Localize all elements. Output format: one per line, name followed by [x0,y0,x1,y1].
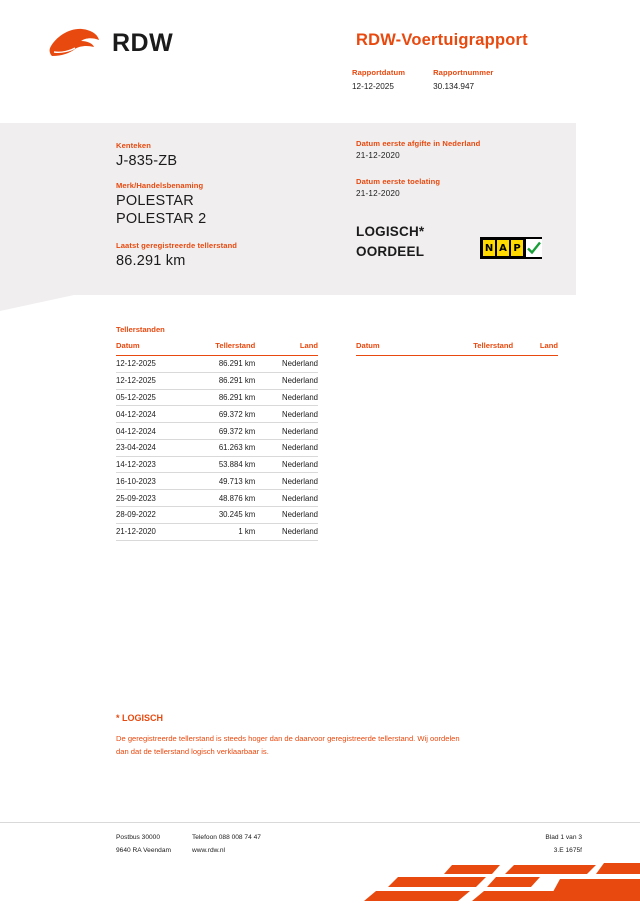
cell-datum: 28-09-2022 [116,507,186,524]
cell-land: Nederland [255,372,318,389]
first-registration-nl-label: Datum eerste afgifte in Nederland [356,139,481,148]
nap-badge [480,237,542,259]
footnote-block [116,713,472,759]
cell-datum: 12-12-2025 [116,372,186,389]
column-header-land: Land [255,341,318,356]
vehicle-summary-panel [0,123,576,295]
table-row [116,507,318,524]
verdict-line-2: OORDEEL [356,243,425,259]
report-date-block [352,68,405,91]
first-admission-value: 21-12-2020 [356,189,400,198]
column-header-datum: Datum [116,341,186,356]
footer-form-code: 3.E 1675f [553,847,582,855]
nap-letter-p: P [511,240,523,256]
report-number-value: 30.134.947 [433,82,475,91]
report-meta [352,68,493,91]
table-row [116,473,318,490]
mileage-table-right [356,341,558,356]
cell-land: Nederland [255,406,318,423]
nap-letter-n: N [483,240,495,256]
cell-tellerstand: 30.245 km [186,507,256,524]
cell-tellerstand: 61.263 km [186,439,256,456]
report-date-label: Rapportdatum [352,68,406,77]
cell-land: Nederland [255,507,318,524]
footer-address-line2: 9640 RA Veendam [116,847,171,855]
last-mileage-label: Laatst geregistreerde tellerstand [116,241,238,250]
footer-address [116,831,171,857]
report-date-value: 12-12-2025 [352,82,394,91]
cell-datum: 16-10-2023 [116,473,186,490]
first-admission-label: Datum eerste toelating [356,177,441,186]
rdw-bird-icon [48,26,100,60]
mileage-section-title: Tellerstanden [116,325,165,334]
last-mileage-value: 86.291 km [116,253,186,269]
cell-land: Nederland [255,523,318,540]
footnote-title: * LOGISCH [116,713,164,723]
verdict-line-1: LOGISCH* [356,224,425,239]
footnote-text: De geregistreerde tellerstand is steeds hoger dan de daarvoor geregistreerde tellerstand. Wij oordelen dan dat de tellerstand logisch verklaarbaar is. [116,734,460,757]
cell-tellerstand: 49.713 km [186,473,256,490]
column-header-tellerstand: Tellerstand [414,341,513,356]
cell-tellerstand: 1 km [186,523,256,540]
table-row [116,406,318,423]
table-header-row [356,341,558,356]
summary-right-column [356,139,521,261]
licence-plate-label: Kenteken [116,141,151,150]
report-number-label: Rapportnummer [433,68,494,77]
model-value: POLESTAR 2 [116,211,207,227]
rdw-logo-text: RDW [112,28,174,57]
rdw-logo [48,26,173,60]
table-row [116,372,318,389]
cell-land: Nederland [255,473,318,490]
cell-datum: 25-09-2023 [116,490,186,507]
column-header-land: Land [513,341,558,356]
brand-value: POLESTAR [116,193,194,209]
table-row [116,423,318,440]
cell-land: Nederland [255,456,318,473]
cell-tellerstand: 53.884 km [186,456,256,473]
cell-datum: 04-12-2024 [116,406,186,423]
verdict-block [356,222,480,261]
table-row [116,523,318,540]
table-row [116,389,318,406]
cell-land: Nederland [255,389,318,406]
cell-datum: 04-12-2024 [116,423,186,440]
cell-tellerstand: 86.291 km [186,389,256,406]
cell-tellerstand: 48.876 km [186,490,256,507]
table-row [116,439,318,456]
table-header-row [116,341,318,356]
summary-left-column [116,141,237,281]
cell-datum: 21-12-2020 [116,523,186,540]
cell-tellerstand: 86.291 km [186,372,256,389]
cell-land: Nederland [255,356,318,373]
cell-land: Nederland [255,490,318,507]
check-icon [526,239,542,257]
footer-address-line1: Postbus 30000 [116,834,160,841]
column-header-datum: Datum [356,341,414,356]
footer-page-info [545,831,582,857]
cell-datum: 23-04-2024 [116,439,186,456]
licence-plate-value: J-835-ZB [116,153,178,169]
footer-phone: Telefoon 088 008 74 47 [192,834,261,841]
table-row [116,356,318,373]
footer-page-number: Blad 1 van 3 [545,834,582,841]
cell-datum: 05-12-2025 [116,389,186,406]
table-row [116,456,318,473]
page-title: RDW-Voertuigrapport [356,31,528,49]
table-row [116,490,318,507]
decorative-stripes [0,861,640,905]
nap-letters [480,240,523,256]
brand-label: Merk/Handelsbenaming [116,181,204,190]
nap-letter-a: A [497,240,509,256]
footer-website: www.rdw.nl [192,847,225,855]
panel-corner-notch [0,295,74,311]
cell-tellerstand: 69.372 km [186,406,256,423]
column-header-tellerstand: Tellerstand [186,341,256,356]
cell-land: Nederland [255,423,318,440]
cell-datum: 14-12-2023 [116,456,186,473]
cell-tellerstand: 69.372 km [186,423,256,440]
footer-contact [192,831,261,857]
report-number-block [433,68,493,91]
first-registration-nl-value: 21-12-2020 [356,151,400,160]
cell-tellerstand: 86.291 km [186,356,256,373]
document-header [0,0,640,118]
cell-datum: 12-12-2025 [116,356,186,373]
cell-land: Nederland [255,439,318,456]
mileage-table-left [116,341,318,541]
